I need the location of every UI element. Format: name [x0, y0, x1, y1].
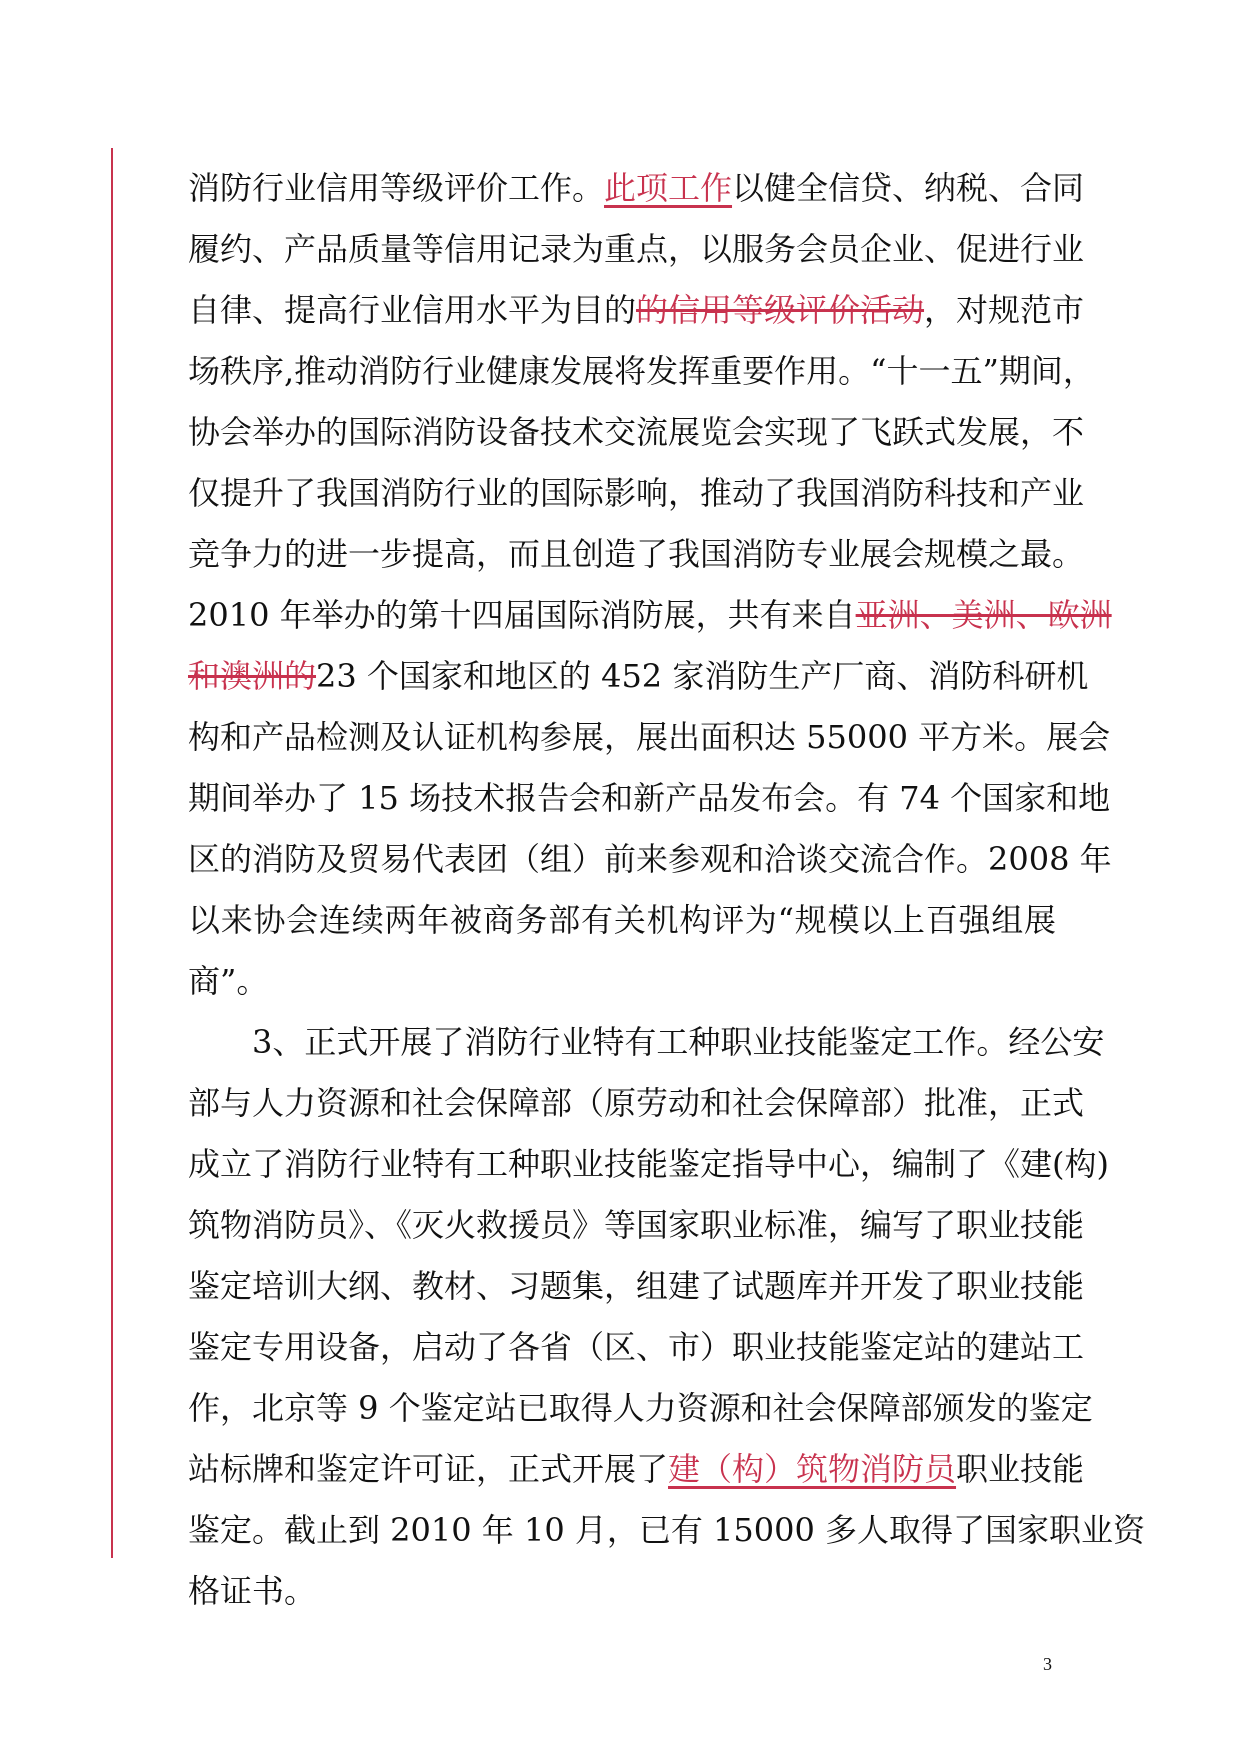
text-segment: 履约、产品质量等信用记录为重点，以服务会员企业、促进行业	[188, 230, 1085, 268]
text-segment: 仅提升了我国消防行业的国际影响，推动了我国消防科技和产业	[188, 474, 1085, 512]
inserted-text: 此项工作	[604, 169, 733, 207]
revision-change-bar	[111, 148, 113, 1558]
text-line	[188, 1500, 1145, 1561]
text-segment: 商”。	[188, 962, 269, 1000]
text-segment: 格证书。	[188, 1572, 317, 1610]
text-line	[188, 1317, 1085, 1378]
text-line	[188, 890, 1056, 951]
text-line	[188, 707, 1111, 768]
text-line	[188, 1195, 1085, 1256]
text-segment: 消防行业信用等级评价工作。	[188, 169, 605, 207]
text-line	[188, 1256, 1085, 1317]
deleted-text: 的信用等级评价活动	[636, 291, 925, 329]
text-segment: 3、正式开展了消防行业特有工种职业技能鉴定工作。经公安	[252, 1023, 1105, 1061]
text-segment: 区的消防及贸易代表团（组）前来参观和洽谈交流合作。2008 年	[188, 840, 1112, 878]
text-segment: 场秩序,推动消防行业健康发展将发挥重要作用。“十一五”期间，	[188, 352, 1095, 390]
text-segment: 竞争力的进一步提高，而且创造了我国消防专业展会规模之最。	[188, 535, 1085, 573]
text-segment: 筑物消防员》、《灭火救援员》等国家职业标准，编写了职业技能	[188, 1206, 1085, 1244]
text-line	[188, 280, 1085, 341]
text-segment: 以健全信贷、纳税、合同	[732, 169, 1085, 207]
text-line	[188, 1439, 1085, 1500]
text-segment: 期间举办了 15 场技术报告会和新产品发布会。有 74 个国家和地	[188, 779, 1111, 817]
page-number: 3	[1043, 1654, 1052, 1674]
text-line	[188, 768, 1111, 829]
text-line	[188, 402, 1085, 463]
deleted-text: 亚洲、美洲、欧洲	[855, 596, 1112, 634]
text-segment: 协会举办的国际消防设备技术交流展览会实现了飞跃式发展，不	[188, 413, 1085, 451]
text-line	[188, 829, 1112, 890]
text-segment: 职业技能	[956, 1450, 1085, 1488]
text-line	[188, 1561, 1056, 1622]
text-segment: 2010 年举办的第十四届国际消防展，共有来自	[188, 596, 856, 634]
text-line	[188, 646, 1089, 707]
text-segment: 鉴定专用设备，启动了各省（区、市）职业技能鉴定站的建站工	[188, 1328, 1085, 1366]
text-line	[188, 585, 1112, 646]
text-line	[188, 1134, 1109, 1195]
text-line	[188, 524, 1085, 585]
text-line	[188, 341, 1095, 402]
text-line	[188, 1073, 1085, 1134]
text-line	[188, 219, 1085, 280]
text-segment: 构和产品检测及认证机构参展，展出面积达 55000 平方米。展会	[188, 718, 1111, 756]
body-text	[188, 158, 1145, 1622]
text-line	[188, 463, 1085, 524]
text-line	[188, 1012, 1105, 1073]
text-line	[188, 1378, 1093, 1439]
text-segment: 成立了消防行业特有工种职业技能鉴定指导中心，编制了《建(构)	[188, 1145, 1109, 1183]
inserted-text: 建（构）筑物消防员	[668, 1450, 957, 1488]
text-segment: 站标牌和鉴定许可证，正式开展了	[188, 1450, 669, 1488]
text-segment: 自律、提高行业信用水平为目的	[188, 291, 637, 329]
deleted-text: 和澳洲的	[188, 657, 317, 695]
text-segment: 作，北京等 9 个鉴定站已取得人力资源和社会保障部颁发的鉴定	[188, 1389, 1093, 1427]
text-segment: 部与人力资源和社会保障部（原劳动和社会保障部）批准，正式	[188, 1084, 1085, 1122]
text-segment: 23 个国家和地区的 452 家消防生产厂商、消防科研机	[316, 657, 1089, 695]
text-segment: 鉴定培训大纲、教材、习题集，组建了试题库并开发了职业技能	[188, 1267, 1085, 1305]
text-segment: 鉴定。截止到 2010 年 10 月，已有 15000 多人取得了国家职业资	[188, 1511, 1145, 1549]
text-segment: ，对规范市	[924, 291, 1085, 329]
text-line	[188, 158, 1085, 219]
text-line	[188, 951, 1056, 1012]
text-segment: 以来协会连续两年被商务部有关机构评为“规模以上百强组展	[188, 901, 1056, 939]
